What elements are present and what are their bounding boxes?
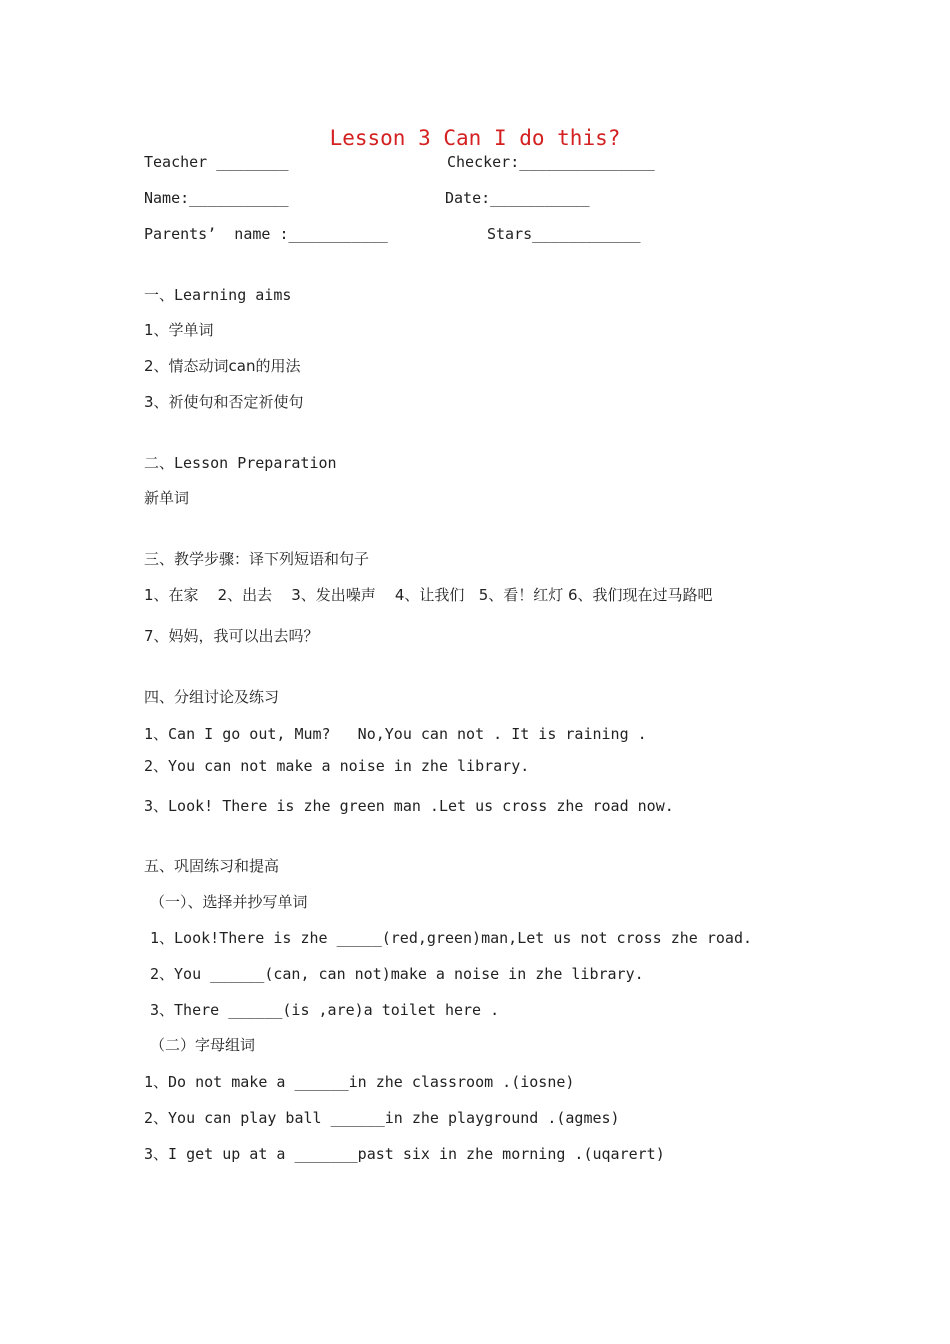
section-heading-lesson-preparation: 二、Lesson Preparation xyxy=(144,454,337,472)
section-heading-teaching-steps: 三、教学步骤：译下列短语和句子 xyxy=(144,550,370,568)
new-words-label: 新单词 xyxy=(144,489,190,507)
lesson-title: Lesson 3 Can I do this? xyxy=(329,126,621,150)
practice-sentence: 1、Can I go out, Mum? No,You can not . It is raining . xyxy=(144,725,647,743)
list-item: 1、学单词 xyxy=(144,321,214,339)
list-item: 3、祈使句和否定祈使句 xyxy=(144,393,304,411)
subheading-choose-copy: （一）、选择并抄写单词 xyxy=(150,893,308,911)
section-heading-consolidation: 五、巩固练习和提高 xyxy=(144,857,280,875)
translation-line: 7、妈妈，我可以出去吗？ xyxy=(144,627,319,645)
exercise-item: 3、There ______(is ,are)a toilet here . xyxy=(150,1001,500,1019)
section-heading-group-discussion: 四、分组讨论及练习 xyxy=(144,688,280,706)
list-item: 2、情态动词can的用法 xyxy=(144,357,301,375)
exercise-item: 1、Look!There is zhe _____(red,green)man,Let us not cross zhe road. xyxy=(150,929,752,947)
name-field: Name:___________ xyxy=(144,189,289,207)
parents-name-field: Parents’ name :___________ xyxy=(144,225,388,243)
stars-field: Stars____________ xyxy=(487,225,641,243)
date-field: Date:___________ xyxy=(445,189,590,207)
exercise-item: 1、Do not make a ______in zhe classroom .(iosne) xyxy=(144,1073,575,1091)
practice-sentence: 2、You can not make a noise in zhe library. xyxy=(144,757,530,775)
subheading-letter-words: （二）字母组词 xyxy=(150,1036,256,1054)
practice-sentence: 3、Look! There is zhe green man .Let us cross zhe road now. xyxy=(144,797,674,815)
exercise-item: 2、You can play ball ______in zhe playground .(agmes) xyxy=(144,1109,620,1127)
checker-field: Checker:_______________ xyxy=(447,153,655,171)
exercise-item: 3、I get up at a _______past six in zhe morning .(uqarert) xyxy=(144,1145,665,1163)
section-heading-learning-aims: 一、Learning aims xyxy=(144,286,292,304)
translation-line: 1、在家 2、出去 3、发出噪声 4、让我们 5、看！红灯 6、我们现在过马路吧 xyxy=(144,586,713,604)
exercise-item: 2、You ______(can, can not)make a noise in zhe library. xyxy=(150,965,644,983)
teacher-field: Teacher ________ xyxy=(144,153,289,171)
